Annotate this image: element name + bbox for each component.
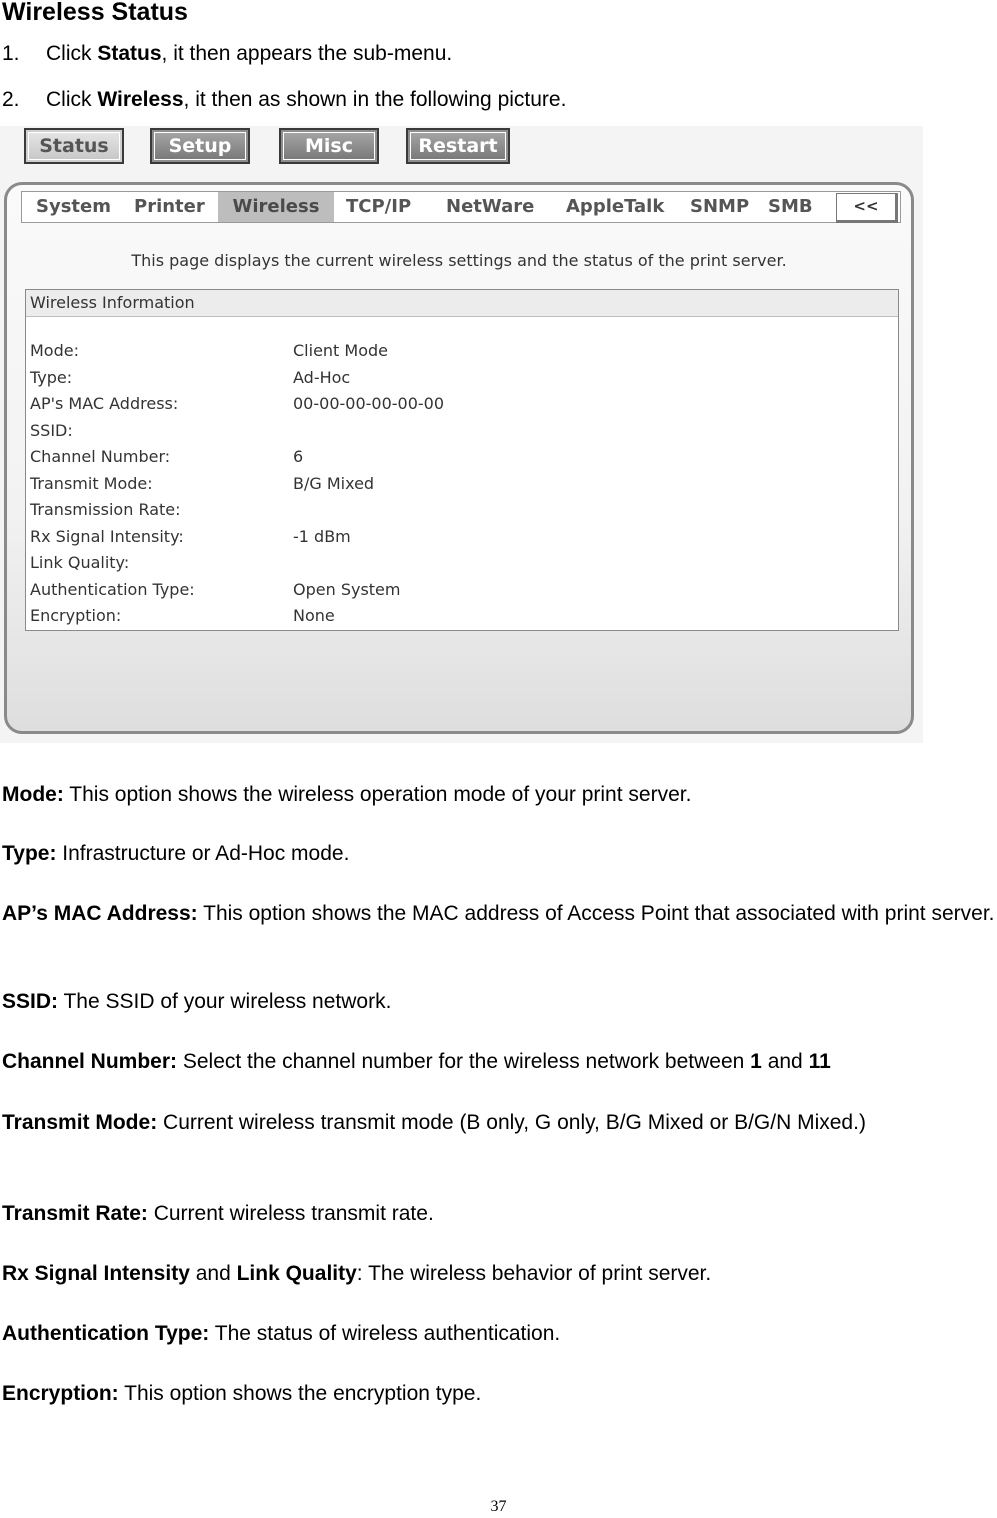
desc-bold-value: 1 <box>750 1050 762 1073</box>
desc-text: and <box>761 1050 809 1073</box>
info-label: Link Quality: <box>30 553 130 572</box>
info-label: Rx Signal Intensity: <box>30 527 184 546</box>
status-button[interactable] <box>24 128 124 164</box>
setup-button[interactable] <box>150 128 250 164</box>
desc-term: Encryption: <box>2 1382 119 1405</box>
desc-text: This option shows the encryption type. <box>118 1382 482 1405</box>
tab-appletalk[interactable]: AppleTalk <box>566 196 665 217</box>
tab-tcpip[interactable]: TCP/IP <box>346 196 412 217</box>
tab-smb[interactable]: SMB <box>768 196 813 217</box>
info-value: Client Mode <box>293 341 388 360</box>
desc-type <box>2 839 997 868</box>
desc-mac <box>2 899 997 928</box>
desc-bold-value: 11 <box>808 1050 831 1073</box>
step-text: Click <box>46 42 98 65</box>
step-text: Click <box>46 88 98 111</box>
info-value: 6 <box>293 447 304 466</box>
desc-channel <box>2 1047 997 1076</box>
info-value: -1 dBm <box>293 527 351 546</box>
page-number: 37 <box>490 1498 507 1515</box>
info-value: 00-00-00-00-00-00 <box>293 394 445 413</box>
desc-term: AP’s MAC Address: <box>2 902 198 925</box>
info-label: Transmit Mode: <box>30 474 153 493</box>
step-2 <box>2 88 566 112</box>
status-button-label: Status <box>28 132 120 160</box>
tab-snmp[interactable]: SNMP <box>690 196 750 217</box>
step-number: 1. <box>2 42 20 65</box>
step-text: , it then appears the sub-menu. <box>161 42 453 65</box>
collapse-button[interactable]: << <box>836 193 898 223</box>
desc-transmit-mode <box>2 1108 997 1137</box>
desc-term: Link Quality <box>236 1262 357 1285</box>
step-1 <box>2 42 452 66</box>
misc-button-label: Misc <box>283 132 375 160</box>
desc-text: Current wireless transmit rate. <box>147 1202 434 1225</box>
desc-ssid <box>2 987 997 1016</box>
screenshot-figure <box>0 126 923 743</box>
info-label: AP's MAC Address: <box>30 394 179 413</box>
info-label: Transmission Rate: <box>30 500 181 519</box>
desc-mode <box>2 780 997 809</box>
info-value: B/G Mixed <box>293 474 375 493</box>
desc-text: : The wireless behavior of print server. <box>356 1262 712 1285</box>
desc-term: Transmit Mode: <box>2 1111 158 1134</box>
step-text: , it then as shown in the following picture. <box>183 88 567 111</box>
info-row <box>30 524 890 550</box>
info-row <box>30 391 890 417</box>
desc-text: Current wireless transmit mode (B only, G only, B/G Mixed or B/G/N Mixed.) <box>157 1111 866 1134</box>
tab-netware[interactable]: NetWare <box>446 196 535 217</box>
info-row <box>30 338 890 364</box>
info-row <box>30 365 890 391</box>
desc-term: Type: <box>2 842 57 865</box>
info-row <box>30 550 890 576</box>
tab-printer[interactable]: Printer <box>134 196 205 217</box>
info-row <box>30 471 890 497</box>
desc-rx-signal <box>2 1259 997 1288</box>
desc-term: Mode: <box>2 783 64 806</box>
desc-term: SSID: <box>2 990 59 1013</box>
desc-term: Channel Number: <box>2 1050 178 1073</box>
desc-text: This option shows the MAC address of Access Point that associated with print server. <box>197 902 995 925</box>
desc-term: Rx Signal Intensity <box>2 1262 190 1285</box>
restart-button[interactable] <box>406 128 510 164</box>
info-label: Encryption: <box>30 606 122 625</box>
setup-button-label: Setup <box>154 132 246 160</box>
desc-term: Authentication Type: <box>2 1322 210 1345</box>
info-value: Open System <box>293 580 401 599</box>
tab-system[interactable]: System <box>36 196 111 217</box>
desc-text: This option shows the wireless operation mode of your print server. <box>63 783 692 806</box>
info-row <box>30 577 890 603</box>
info-box-title: Wireless Information <box>26 290 898 317</box>
info-row <box>30 418 890 444</box>
restart-button-label: Restart <box>410 132 506 160</box>
info-label: Authentication Type: <box>30 580 195 599</box>
info-row <box>30 444 890 470</box>
desc-term: Transmit Rate: <box>2 1202 148 1225</box>
tab-bar <box>21 191 901 223</box>
desc-auth <box>2 1319 997 1348</box>
info-label: Channel Number: <box>30 447 171 466</box>
info-label: Mode: <box>30 341 79 360</box>
desc-text: The status of wireless authentication. <box>209 1322 561 1345</box>
status-panel <box>4 182 914 734</box>
info-value: None <box>293 606 335 625</box>
info-label: Type: <box>30 368 73 387</box>
desc-encryption <box>2 1379 997 1408</box>
misc-button[interactable] <box>279 128 379 164</box>
desc-text: Select the channel number for the wireless network between <box>177 1050 751 1073</box>
desc-text: The SSID of your wireless network. <box>58 990 392 1013</box>
page-heading: Wireless Status <box>2 0 188 26</box>
wireless-info-box <box>25 289 899 631</box>
info-label: SSID: <box>30 421 73 440</box>
tab-wireless[interactable]: Wireless <box>218 192 334 222</box>
info-row <box>30 603 890 629</box>
desc-transmit-rate <box>2 1199 997 1228</box>
step-bold: Wireless <box>97 88 184 111</box>
info-value: Ad-Hoc <box>293 368 351 387</box>
info-row <box>30 497 890 523</box>
desc-text: and <box>189 1262 237 1285</box>
step-number: 2. <box>2 88 20 111</box>
step-bold: Status <box>97 42 162 65</box>
desc-text: Infrastructure or Ad-Hoc mode. <box>56 842 350 865</box>
intro-text: This page displays the current wireless settings and the status of the print server. <box>131 251 787 270</box>
